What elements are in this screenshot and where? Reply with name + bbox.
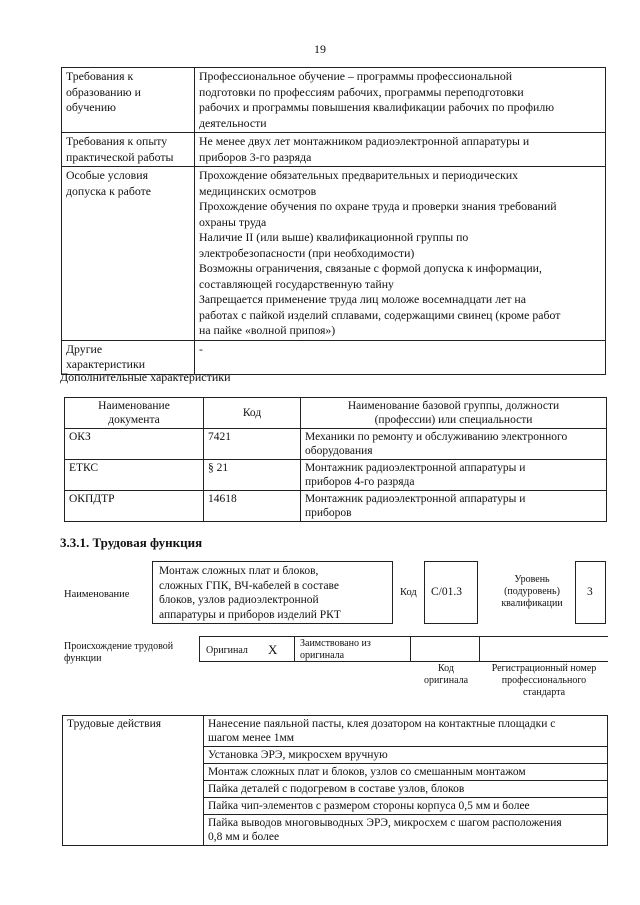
code-cell: 7421 xyxy=(204,429,301,460)
requirement-label: Другие характеристики xyxy=(62,340,195,374)
function-heading: 3.3.1. Трудовая функция xyxy=(60,535,203,550)
table-row xyxy=(63,716,608,747)
name-cell: Механики по ремонту и обслуживанию электронного оборудования xyxy=(301,429,607,460)
doc-cell: ЕТКС xyxy=(65,460,204,491)
reg-number-label: Регистрационный номер профессионального стандарта xyxy=(491,663,597,698)
table-header-row xyxy=(65,398,607,429)
code-value: С/01.3 xyxy=(431,586,462,598)
requirement-value: Не менее двух лет монтажником радиоэлектронной аппаратуры и приборов 3-го разряда xyxy=(195,133,606,167)
action-item: Пайка деталей с подогревом в составе узлов, блоков xyxy=(204,781,608,798)
origin-code-label: Код оригинала xyxy=(423,663,469,686)
original-mark: X xyxy=(268,642,278,657)
requirement-value: Прохождение обязательных предварительных и периодических медицинских осмотров Прохождение обучения по охране труда и проверки знания требований охраны труда Наличие II (или выше) квалификационной группы по электробезопасности (при необходимости) Возможны ограничения, связаные с формой допуска к информации, составляющей государственную тайну Запрещается применение труда лиц моложе восемнадцати лет на работах с пайкой изделий сплавами, содержащими свинец (кроме работ на пайке «волной припоя») xyxy=(195,167,606,341)
action-item: Пайка выводов многовыводных ЭРЭ, микросхем с шагом расположения 0,8 мм и более xyxy=(204,815,608,846)
requirement-label: Требования к образованию и обучению xyxy=(62,68,195,133)
table-row xyxy=(65,460,607,491)
header-doc: Наименование документа xyxy=(65,398,204,429)
doc-cell: ОКЗ xyxy=(65,429,204,460)
requirements-table xyxy=(61,67,606,375)
table-row xyxy=(65,429,607,460)
requirement-label: Особые условия допуска к работе xyxy=(62,167,195,341)
additional-table xyxy=(64,397,607,522)
table-row xyxy=(62,340,606,374)
header-code: Код xyxy=(204,398,301,429)
action-item: Установка ЭРЭ, микросхем вручную xyxy=(204,747,608,764)
actions-label: Трудовые действия xyxy=(63,716,204,846)
requirement-label: Требования к опыту практической работы xyxy=(62,133,195,167)
borrowed-label: Заимствовано из оригинала xyxy=(300,638,371,661)
table-row xyxy=(62,68,606,133)
level-value-box xyxy=(575,561,606,624)
additional-title: Дополнительные характеристики xyxy=(60,370,231,384)
origin-divider xyxy=(479,637,480,661)
origin-label: Происхождение трудовой функции xyxy=(64,641,174,664)
action-item: Монтаж сложных плат и блоков, узлов со смешанным монтажом xyxy=(204,764,608,781)
table-row xyxy=(62,167,606,341)
level-value: 3 xyxy=(587,586,593,598)
requirement-value: Профессиональное обучение – программы профессиональной подготовки по профессиям рабочих, программы переподготовки рабочих и программы повышения квалификации рабочих по профилю деятельности xyxy=(195,68,606,133)
level-label: Уровень (подуровень) квалификации xyxy=(501,574,563,609)
requirement-value: - xyxy=(195,340,606,374)
table-row xyxy=(65,491,607,522)
name-cell: Монтажник радиоэлектронной аппаратуры и приборов xyxy=(301,491,607,522)
code-cell: 14618 xyxy=(204,491,301,522)
actions-table xyxy=(62,715,608,846)
action-item: Нанесение паяльной пасты, клея дозатором на контактные площадки с шагом менее 1мм xyxy=(204,716,608,747)
action-item: Пайка чип-элементов с размером стороны корпуса 0,5 мм и более xyxy=(204,798,608,815)
code-label: Код xyxy=(400,587,417,598)
function-name-box: Монтаж сложных плат и блоков, сложных ГПК, ВЧ-кабелей в составе блоков, узлов радиоэлектронной аппаратуры и приборов изделий РКТ xyxy=(152,561,393,624)
name-cell: Монтажник радиоэлектронной аппаратуры и приборов 4-го разряда xyxy=(301,460,607,491)
header-name: Наименование базовой группы, должности (профессии) или специальности xyxy=(301,398,607,429)
origin-divider xyxy=(294,637,295,661)
original-label: Оригинал xyxy=(206,645,248,656)
origin-divider xyxy=(410,637,411,661)
doc-cell: ОКПДТР xyxy=(65,491,204,522)
code-cell: § 21 xyxy=(204,460,301,491)
origin-table xyxy=(199,636,608,662)
code-value-box xyxy=(424,561,478,624)
name-label: Наименование xyxy=(64,589,130,600)
table-row xyxy=(62,133,606,167)
page-number: 19 xyxy=(314,42,326,56)
